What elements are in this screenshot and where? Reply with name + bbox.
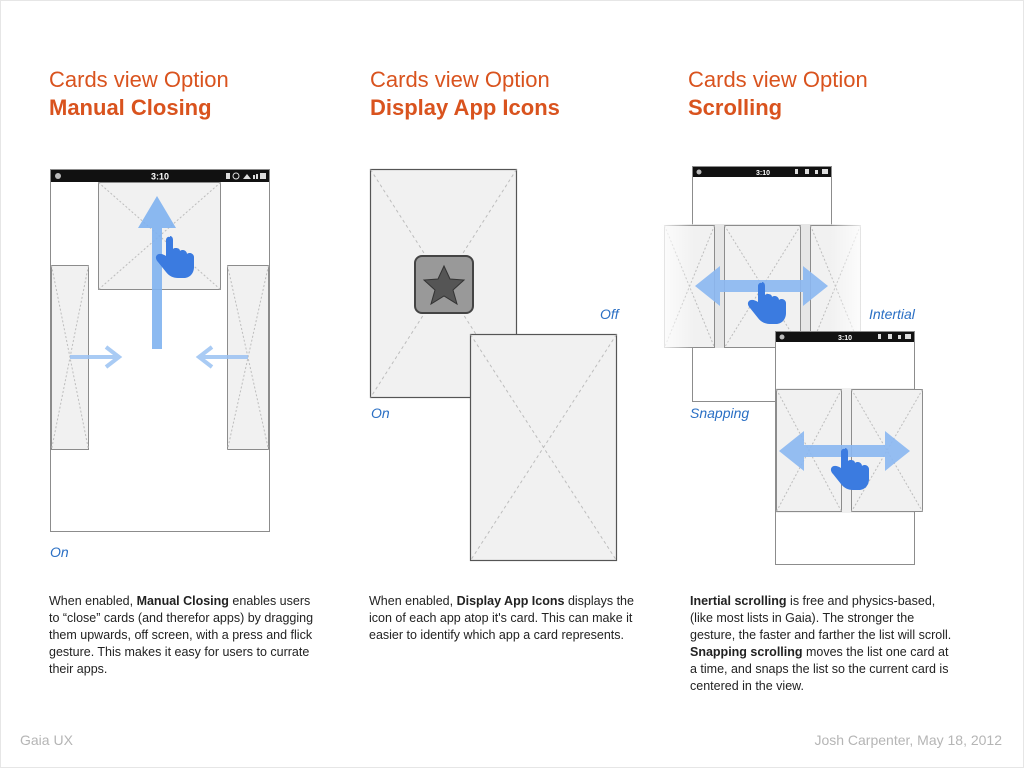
label-snapping: Snapping <box>690 405 750 421</box>
status-time: 3:10 <box>755 170 771 177</box>
column-title: Display App Icons <box>370 95 560 120</box>
column-subtitle: Cards view Option <box>688 67 868 92</box>
notification-dot <box>55 173 61 179</box>
description-manual-closing: When enabled, Manual Closing enables users to “close” cards (and therefor apps) by dragging them upwards, off screen, with a press and flick gesture. This makes it easy for users to currate their apps. <box>49 594 314 676</box>
status-time: 3:10 <box>150 171 170 182</box>
status-time: 3:10 <box>837 335 853 342</box>
column-title: Manual Closing <box>49 95 212 120</box>
label-off: Off <box>600 306 619 322</box>
column-title: Scrolling <box>688 95 783 120</box>
label-inertial: Intertial <box>869 306 915 322</box>
column-subtitle: Cards view Option <box>49 67 229 92</box>
label-on: On <box>50 544 69 560</box>
description-scrolling: Inertial scrolling is free and physics-based, (like most lists in Gaia). The stronger the gesture, the faster and farther the list will scroll. Snapping scrolling moves the list one card at a time, and snaps the list so the current card is centered in the view. <box>690 594 952 693</box>
display-app-icons-cards <box>371 170 617 561</box>
column-subtitle: Cards view Option <box>370 67 550 92</box>
manual-closing-phone <box>51 170 270 532</box>
footer-right: Josh Carpenter, May 18, 2012 <box>814 732 1002 748</box>
label-on: On <box>371 405 390 421</box>
scrolling-snapping-phone <box>776 332 923 565</box>
footer-left: Gaia UX <box>20 732 73 748</box>
description-display-app-icons: When enabled, Display App Icons displays the icon of each app atop it's card. This can make it easier to identify which app a card represents. <box>369 594 634 642</box>
